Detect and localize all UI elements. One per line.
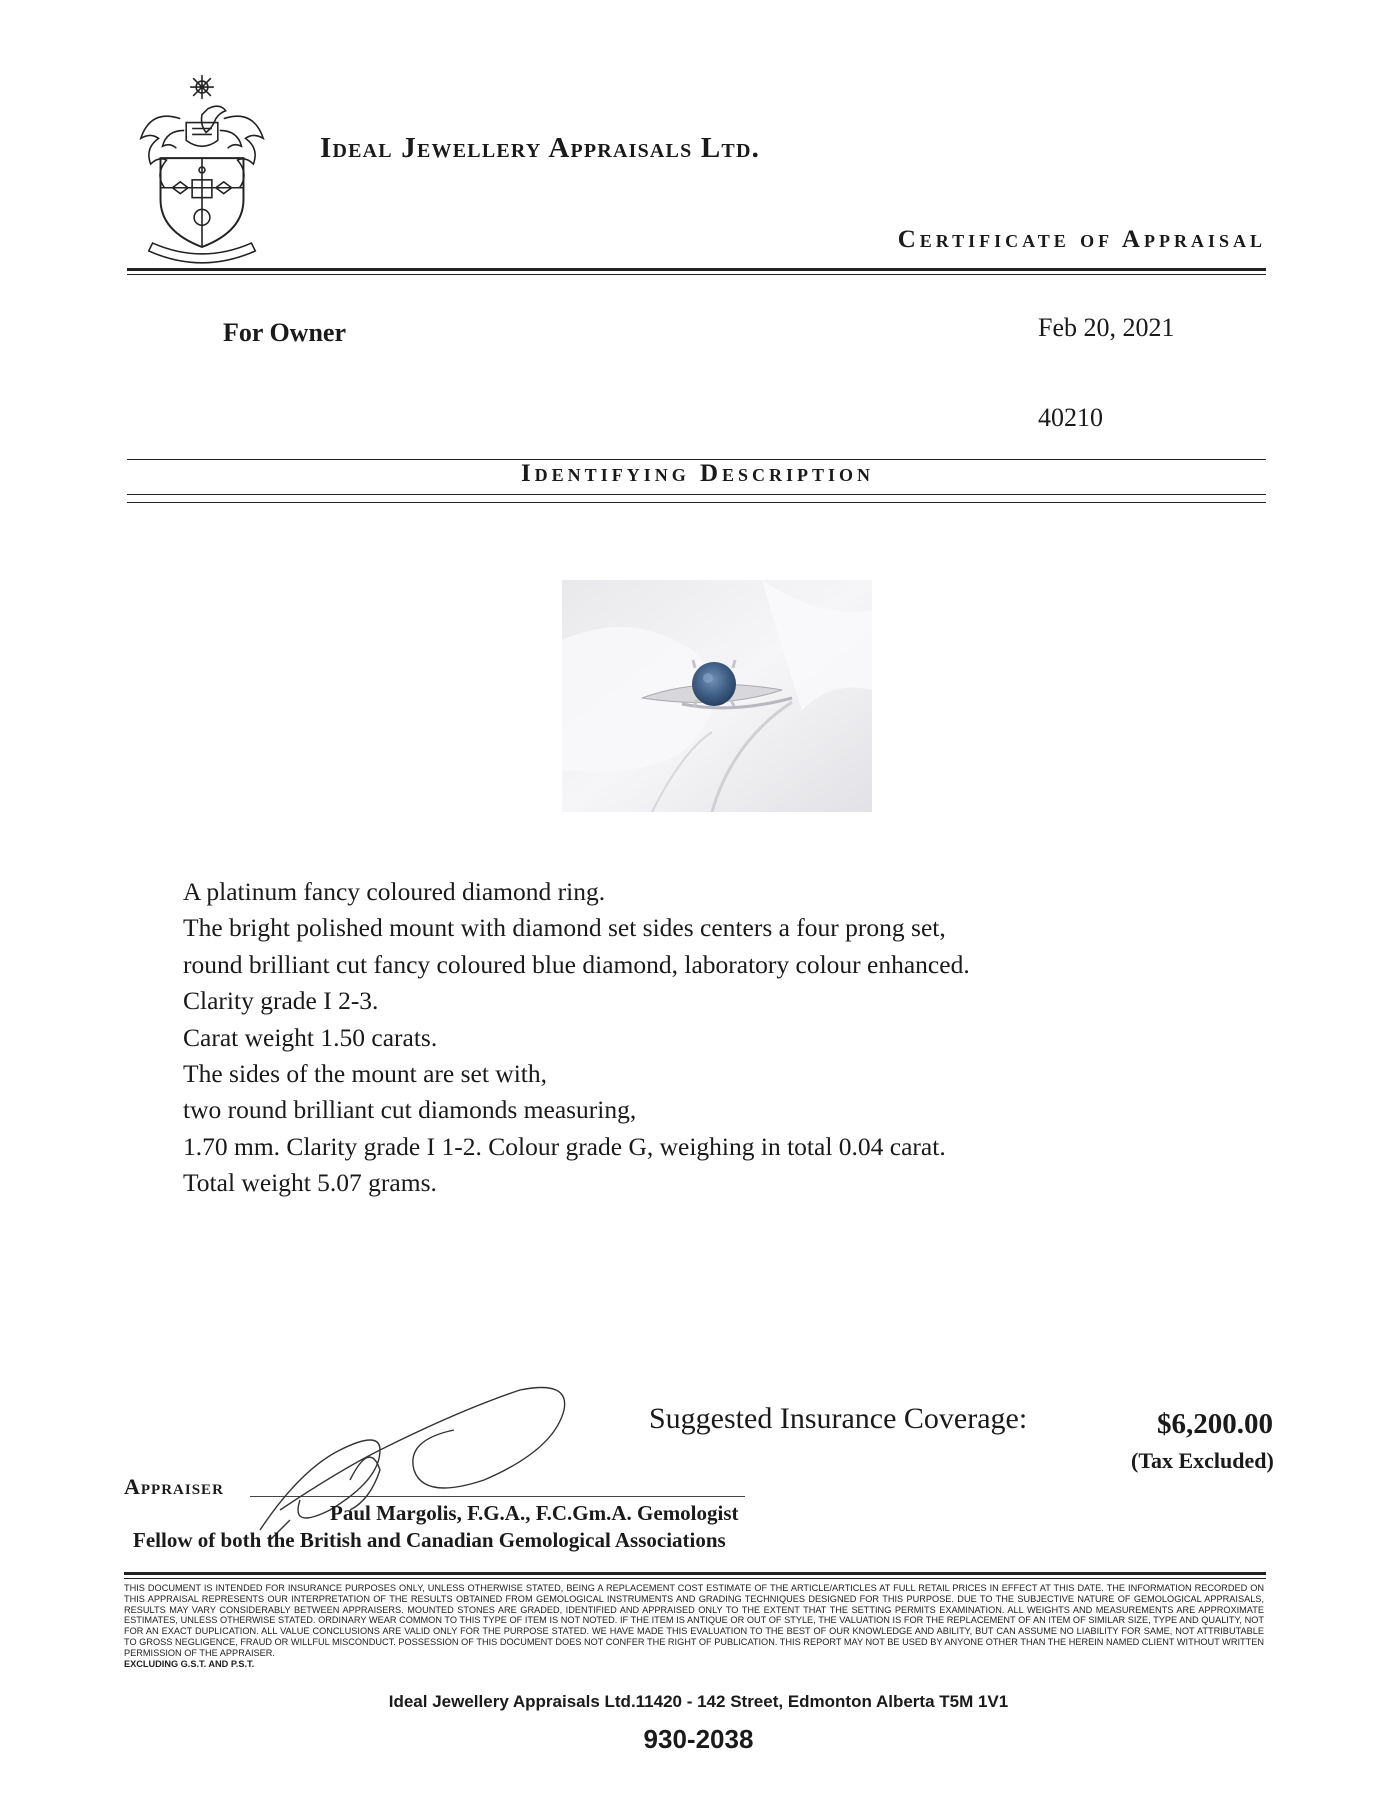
header-rule-thin (127, 274, 1266, 275)
disclaimer-text: THIS DOCUMENT IS INTENDED FOR INSURANCE PURPOSES ONLY, UNLESS OTHERWISE STATED, BEING A REPLACEMENT COST ESTIMATE OF THE ARTICLE/ARTICLES AT FULL RETAIL PRICES IN EFFECT AT THIS DATE. THE INFORMATION RECORDED ON THIS APPRAISAL REPRESENTS OUR INTERPRETATION OF THE RESULTS OBTAINED FROM GEMOLOGICAL INSTRUMENTS AND GRADING TECHNIQUES DESIGNED FOR THIS PURPOSE. DUE TO THE SUBJECTIVE NATURE OF GEMOLOGICAL APPRAISALS, RESULTS MAY VARY CONSIDERABLY BETWEEN APPRAISERS. MOUNTED STONES ARE GRADED, IDENTIFIED AND APPRAISED ONLY TO THE EXTENT THAT THE SETTING PERMITS EXAMINATION. ALL WEIGHTS AND MEASUREMENTS ARE APPROXIMATE ESTIMATES, UNLESS OTHERWISE STATED. ORDINARY WEAR COMMON TO THIS TYPE OF ITEM IS NOT NOTED. IF THE ITEM IS ANTIQUE OR OUT OF STYLE, THE VALUATION IS FOR THE REPLACEMENT OF AN ITEM OF SIMILAR SIZE, TYPE AND QUALITY, NOT FOR AN EXACT DUPLICATION. ALL VALUE CONCLUSIONS ARE VALID ONLY FOR THE PURPOSE STATED. WE HAVE MADE THIS EVALUATION TO THE BEST OF OUR KNOWLEDGE AND ABILITY, BUT CAN ASSUME NO LIABILITY FOR SAME, NOT ATTRIBUTABLE TO GROSS NEGLIGENCE, FRAUD OR WILLFUL MISCONDUCT. POSSESSION OF THIS DOCUMENT DOES NOT CONFER THE RIGHT OF PUBLICATION. THIS REPORT MAY NOT BE USED BY ANYONE OTHER THAN THE HEREIN NAMED CLIENT WITHOUT WRITTEN PERMISSION OF THE APPRAISER. (124, 1583, 1264, 1658)
footer-phone: 930-2038 (643, 1724, 754, 1754)
description-line: round brilliant cut fancy coloured blue diamond, laboratory colour enhanced. (183, 949, 970, 979)
certificate-title: Certificate of Appraisal (897, 226, 1266, 253)
appraiser-name: Paul Margolis, F.G.A., F.C.Gm.A. Gemologist (330, 1501, 739, 1525)
description-line: two round brilliant cut diamonds measuring, (183, 1095, 637, 1125)
disclaimer-tax-line: EXCLUDING G.S.T. AND P.S.T. (124, 1658, 255, 1669)
owner-label: For Owner (223, 318, 346, 347)
company-name: Ideal Jewellery Appraisals Ltd. (320, 132, 761, 164)
appraiser-fellowship: Fellow of both the British and Canadian Gemological Associations (133, 1528, 726, 1552)
description-line: The bright polished mount with diamond set sides centers a four prong set, (183, 913, 946, 943)
header-rule-thick (127, 268, 1266, 271)
section-rule-middle (127, 494, 1266, 495)
appraiser-label: Appraiser (124, 1474, 224, 1499)
section-title (0, 460, 1397, 488)
description-line: The sides of the mount are set with, (183, 1058, 547, 1088)
reference-number: 40210 (1038, 403, 1103, 432)
description-line: A platinum fancy coloured diamond ring. (183, 877, 606, 906)
appraisal-date: Feb 20, 2021 (1038, 313, 1175, 342)
footer-address: Ideal Jewellery Appraisals Ltd.11420 - 142 Street, Edmonton Alberta T5M 1V1 (388, 1692, 1009, 1711)
ring-photo (562, 580, 872, 812)
insurance-coverage-label: Suggested Insurance Coverage: (649, 1402, 1028, 1435)
company-crest-logo (123, 68, 281, 268)
section-rule-bottom (127, 502, 1266, 503)
tax-note: (Tax Excluded) (1131, 1448, 1274, 1473)
description-line: Total weight 5.07 grams. (183, 1168, 437, 1198)
disclaimer (124, 1583, 1264, 1669)
disclaimer-rule-thick (124, 1572, 1266, 1575)
insurance-coverage-amount: $6,200.00 (1157, 1408, 1273, 1440)
description-line: 1.70 mm. Clarity grade I 1-2. Colour grade G, weighing in total 0.04 carat. (183, 1131, 946, 1161)
description-line: Clarity grade I 2-3. (183, 986, 379, 1016)
description-line: Carat weight 1.50 carats. (183, 1022, 438, 1052)
item-description (183, 874, 970, 1202)
section-title-text: Identifying Description (520, 460, 875, 487)
disclaimer-rule-thin (124, 1578, 1266, 1579)
